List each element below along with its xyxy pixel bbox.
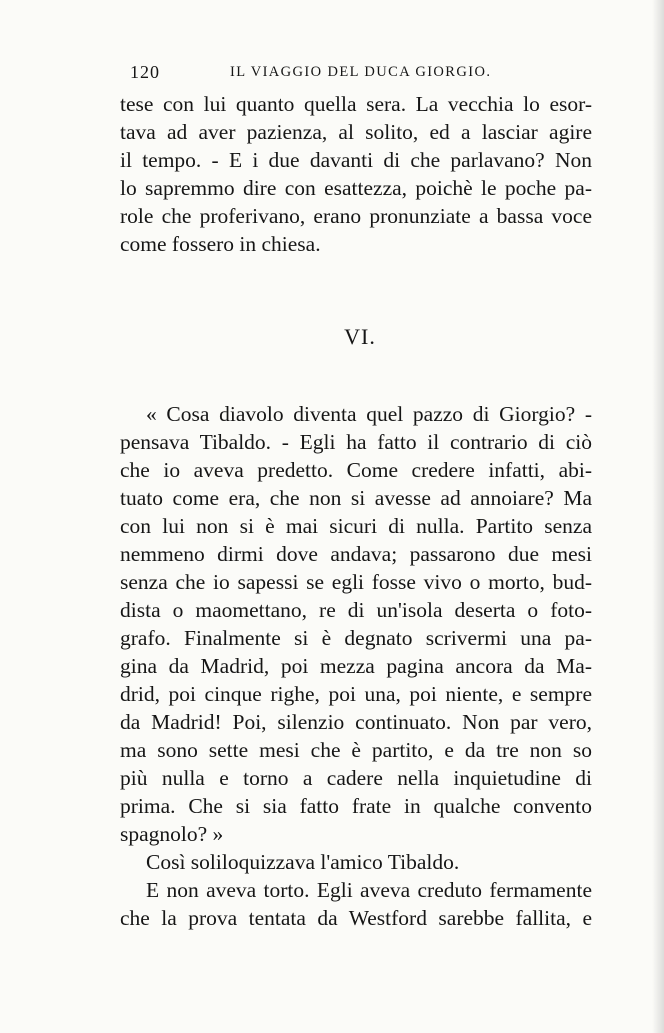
text-line: come fossero in chiesa.: [120, 232, 321, 256]
text-line: grafo. Finalmente si è degnato scrivermi una pa-: [120, 626, 592, 650]
text-line: E non aveva torto. Egli aveva creduto fermamente: [146, 878, 592, 902]
text-line: tava ad aver pazienza, al solito, ed a lasciar agire: [120, 120, 592, 144]
text-line: da Madrid! Poi, silenzio continuato. Non par vero,: [120, 710, 592, 734]
text-line: nemmeno dirmi dove andava; passarono due mesi: [120, 542, 592, 566]
text-line: con lui non si è mai sicuri di nulla. Partito senza: [120, 514, 592, 538]
text-line: che la prova tentata da Westford sarebbe fallita, e: [120, 906, 592, 930]
page-edge-shadow: [652, 0, 664, 1033]
text-line: tese con lui quanto quella sera. La vecchia lo esor-: [120, 92, 592, 116]
text-line: dista o maomettano, re di un'isola deserta o foto-: [120, 598, 592, 622]
text-line: più nulla e torno a cadere nella inquietudine di: [120, 766, 592, 790]
text-line: Così soliloquizzava l'amico Tibaldo.: [146, 850, 460, 874]
text-line: gina da Madrid, poi mezza pagina ancora da Ma-: [120, 654, 592, 678]
text-line: lo sapremmo dire con esattezza, poichè le poche pa-: [120, 176, 592, 200]
chapter-heading: VI.: [344, 324, 376, 349]
text-line: « Cosa diavolo diventa quel pazzo di Giorgio? -: [146, 402, 592, 426]
running-title: IL VIAGGIO DEL DUCA GIORGIO.: [230, 64, 492, 80]
text-line: drid, poi cinque righe, poi una, poi niente, e sempre: [120, 682, 592, 706]
text-line: spagnolo? »: [120, 822, 224, 846]
text-line: il tempo. - E i due davanti di che parlavano? Non: [120, 148, 592, 172]
text-line: senza che io sapessi se egli fosse vivo o morto, bud-: [120, 570, 592, 594]
text-line: prima. Che si sia fatto frate in qualche convento: [120, 794, 592, 818]
text-line: role che proferivano, erano pronunziate a bassa voce: [120, 204, 592, 228]
text-line: tuato come era, che non si avesse ad annoiare? Ma: [120, 486, 592, 510]
text-line: ma sono sette mesi che è partito, e da tre non so: [120, 738, 592, 762]
text-line: pensava Tibaldo. - Egli ha fatto il contrario di ciò: [120, 430, 592, 454]
text-line: che io aveva predetto. Come credere infatti, abi-: [120, 458, 592, 482]
page-header: [122, 62, 592, 88]
page-number: 120: [130, 62, 160, 82]
